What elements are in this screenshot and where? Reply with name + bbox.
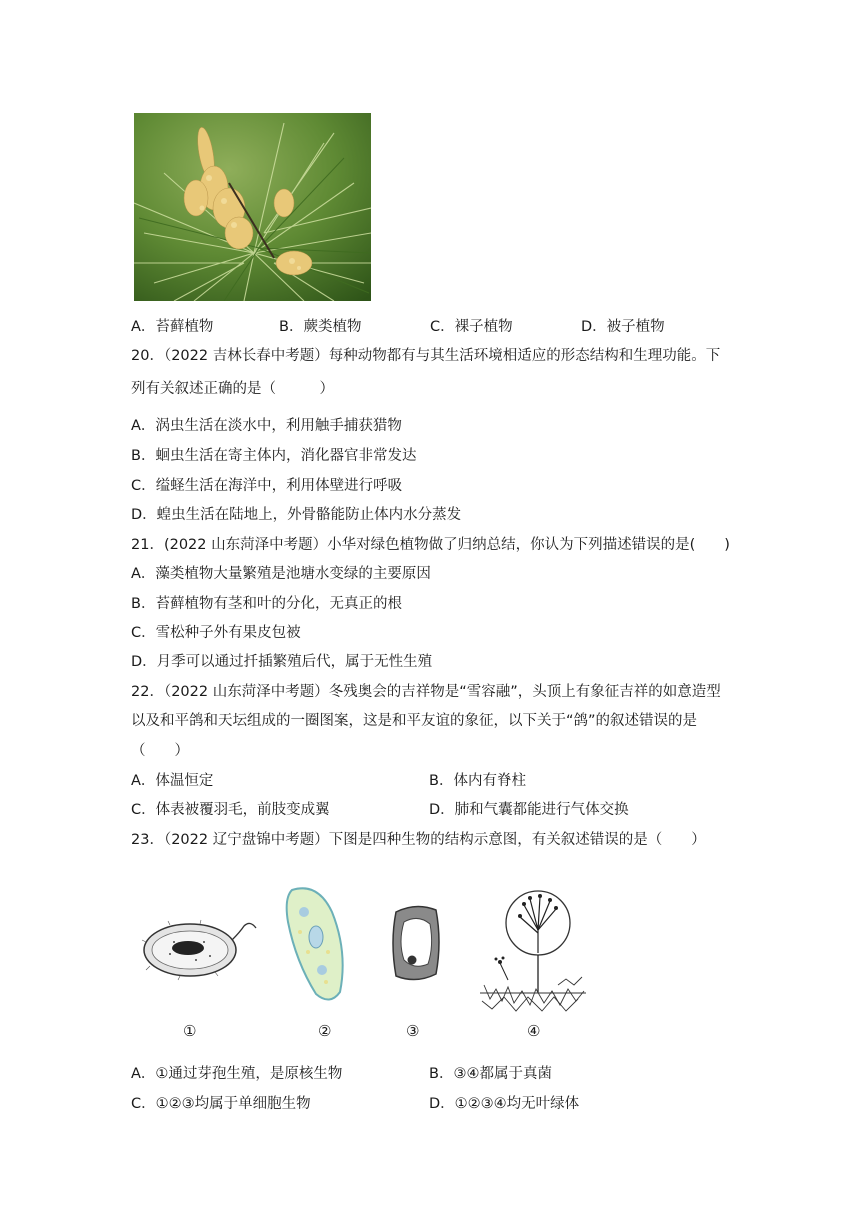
q20-option-b: B．蛔虫生活在寄主体内，消化器官非常发达 — [131, 448, 417, 464]
q21-option-d: D．月季可以通过扦插繁殖后代，属于无性生殖 — [131, 654, 433, 670]
q20-option-c: C．缢蛏生活在海洋中，利用体壁进行呼吸 — [131, 478, 403, 494]
q22-stem-line2: 以及和平鸽和天坛组成的一圈图案，这是和平友谊的象征，以下关于“鸽”的叙述错误的是 — [131, 713, 698, 729]
figure-label-3: ③ — [406, 1022, 420, 1040]
q19-option-b: B．蕨类植物 — [279, 319, 362, 335]
yeast-cell-illustration — [388, 902, 444, 984]
q23-option-a: A．①通过芽孢生殖，是原核生物 — [131, 1066, 343, 1082]
mold-illustration — [478, 885, 588, 1015]
q23-option-d: D．①②③④均无叶绿体 — [429, 1096, 580, 1112]
pine-branch-photo — [134, 113, 371, 301]
q21-option-c: C．雪松种子外有果皮包被 — [131, 625, 301, 641]
q22-option-a: A．体温恒定 — [131, 773, 214, 789]
q20-stem-line2: 列有关叙述正确的是（ ） — [131, 381, 334, 397]
figure-label-4: ④ — [527, 1022, 541, 1040]
q19-option-d: D．被子植物 — [581, 319, 665, 335]
q22-option-b: B．体内有脊柱 — [429, 773, 526, 789]
q23-stem-line1: 23．（2022 辽宁盘锦中考题）下图是四种生物的结构示意图，有关叙述错误的是（ ） — [131, 832, 706, 848]
bacterium-illustration — [140, 912, 260, 982]
q21-stem-line1: 21．(2022 山东菏泽中考题）小华对绿色植物做了归纳总结，你认为下列描述错误的是( ) — [131, 537, 730, 553]
q20-stem-line1: 20．（2022 吉林长春中考题）每种动物都有与其生活环境相适应的形态结构和生理功能。下 — [131, 348, 721, 364]
q21-option-b: B．苔藓植物有茎和叶的分化，无真正的根 — [131, 596, 402, 612]
q22-stem-line3: （ ） — [131, 743, 189, 759]
q19-option-a: A．苔藓植物 — [131, 319, 214, 335]
q19-option-c: C．裸子植物 — [430, 319, 513, 335]
q23-option-b: B．③④都属于真菌 — [429, 1066, 552, 1082]
q20-option-a: A．涡虫生活在淡水中，利用触手捕获猎物 — [131, 418, 402, 434]
figure-label-1: ① — [183, 1022, 197, 1040]
q23-option-c: C．①②③均属于单细胞生物 — [131, 1096, 311, 1112]
paramecium-illustration — [278, 882, 358, 1007]
q20-option-d: D．蝗虫生活在陆地上，外骨骼能防止体内水分蒸发 — [131, 507, 462, 523]
q22-option-c: C．体表被覆羽毛，前肢变成翼 — [131, 802, 330, 818]
figure-label-2: ② — [318, 1022, 332, 1040]
q22-stem-line1: 22．（2022 山东菏泽中考题）冬残奥会的吉祥物是“雪容融”，头顶上有象征吉祥的如意造型 — [131, 684, 721, 700]
q22-option-d: D．肺和气囊都能进行气体交换 — [429, 802, 629, 818]
q21-option-a: A．藻类植物大量繁殖是池塘水变绿的主要原因 — [131, 566, 431, 582]
